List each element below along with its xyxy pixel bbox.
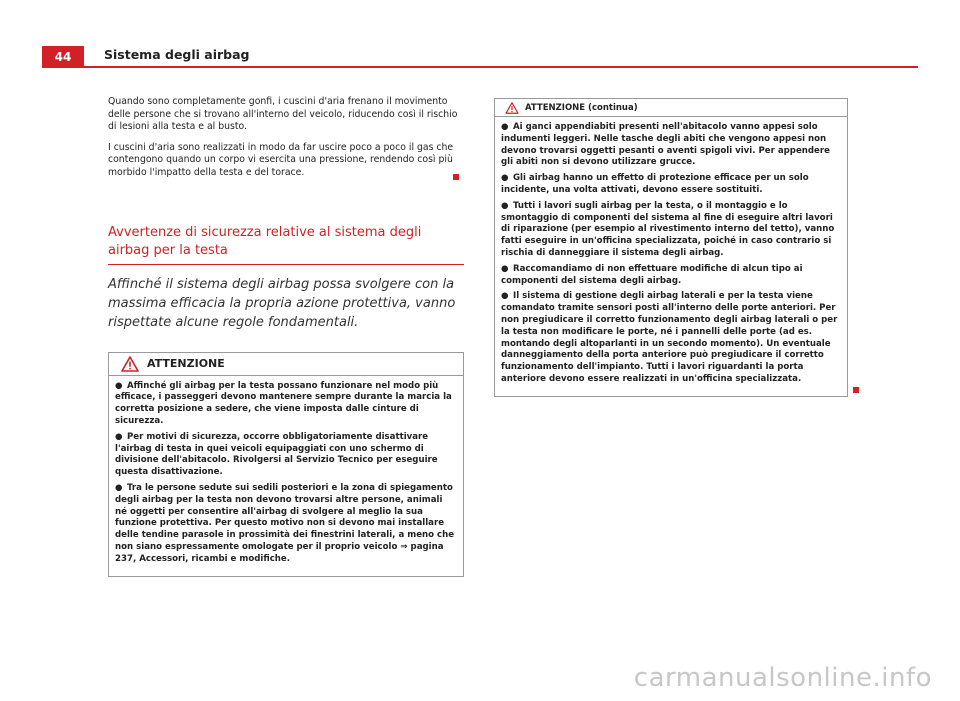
warning-item-text: Affinché gli airbag per la testa possano funzionare nel modo più efficace, i passeggeri devono mantenere sempre durante la marcia la corretta posizione a sedere, che viene imposta dalle cinture di sicurezza. [115,380,452,426]
body-paragraph: Quando sono completamente gonfi, i cuscini d'aria frenano il movimento delle persone che si trovano all'interno del veicolo, riducendo così il rischio di lesioni alla testa e al busto. [108,96,458,133]
warning-item-text: Il sistema di gestione degli airbag laterali e per la testa viene comandato tramite sensori posti all'interno delle porte anteriori. Per non pregiudicare il corretto funzionamento degli airbag laterali o per la testa non modificare le porte, né i pannelli delle porte (ad es. montando degli altoparlanti in un secondo momento). Un eventuale danneggiamento della porta anteriore può pregiudicare il corretto funzionamento dell'impianto. Tutti i lavori riguardanti la porta anteriore devono essere realizzati in un'officina specializzata. [501,291,838,384]
warning-item-text: Raccomandiamo di non effettuare modifiche di alcun tipo ai componenti del sistema degli airbag. [501,263,803,286]
warning-triangle-icon [505,102,519,114]
watermark: carmanualsonline.info [633,663,932,693]
bullet-icon: ● [115,482,123,493]
warning-triangle-icon [121,356,139,372]
warning-item-text: Per motivi di sicurezza, occorre obbligatoriamente disattivare l'airbag di testa in quei veicoli equipaggiati con uno schermo di divisione dell'abitacolo. Rivolgersi al Servizio Tecnico per eseguire questa disattivazione. [115,431,438,478]
warning-item [115,381,457,428]
warning-box-continued [494,98,848,397]
warning-item-text: Tra le persone sedute sui sedili posteriori e la zona di spiegamento degli airbag per la testa non devono trovarsi altre persone, animali né oggetti per consentire all'airbag di svolgere al meglio la sua funzione protettiva. Per questo motivo non si devono mai installare delle tendine parasole in prossimità dei finestrini laterali, a meno che non siano espressamente omologate per il proprio veicolo ⇒ pagina 237, Accessori, ricambi e modifiche. [115,482,455,564]
warning-header [109,353,463,376]
warning-item [115,483,457,566]
left-column [108,96,464,577]
bullet-icon: ● [501,173,509,184]
warning-item-text: Ai ganci appendiabiti presenti nell'abitacolo vanno appesi solo indumenti leggeri. Nelle tasche degli abiti che vengono appesi non devono trovarsi oggetti pesanti o aventi spigoli vivi. Per appendere gli abiti non si devono utilizzare grucce. [501,122,830,168]
bullet-icon: ● [501,291,509,302]
warning-item [501,291,841,385]
warning-title: ATTENZIONE (continua) [525,102,638,113]
bullet-icon: ● [115,431,123,442]
section-end-mark [453,174,459,180]
section-intro: Affinché il sistema degli airbag possa svolgere con la massima efficacia la propria azione protettiva, vanno rispettate alcune regole fondamentali. [108,276,456,330]
warning-header [495,99,847,117]
bullet-icon: ● [501,263,509,274]
body-paragraph: I cuscini d'aria sono realizzati in modo da far uscire poco a poco il gas che contengono quando un corpo vi esercita una pressione, rendendo così più morbido l'impatto della testa e del torace. [108,141,454,178]
warning-item [501,201,841,260]
warning-item [501,173,841,197]
bullet-icon: ● [501,122,509,132]
page-header-title: Sistema degli airbag [104,47,250,62]
section-title: Avvertenze di sicurezza relative al sistema degli airbag per la testa [108,224,464,265]
bullet-icon: ● [115,380,123,391]
warning-item-text: Tutti i lavori sugli airbag per la testa, o il montaggio e lo smontaggio di componenti del sistema al fine di eseguire altri lavori di riparazione (per esempio al rivestimento interno del tetto), vanno fatti eseguire in un'officina specializzata, poiché in caso contrario si rischia di danneggiare il sistema degli airbag. [501,200,835,258]
section-end-mark [853,387,859,393]
header-rule [84,66,918,68]
warning-title: ATTENZIONE [147,357,225,371]
warning-item [501,122,841,169]
page-number: 44 [42,46,84,68]
right-column [494,98,848,397]
warning-item [115,432,457,479]
bullet-icon: ● [501,200,509,211]
warning-item [501,264,841,288]
warning-item-text: Gli airbag hanno un effetto di protezione efficace per un solo incidente, una volta attivati, devono essere sostituiti. [501,173,809,195]
warning-body [109,376,463,576]
warning-body [495,117,847,396]
warning-box [108,352,464,577]
